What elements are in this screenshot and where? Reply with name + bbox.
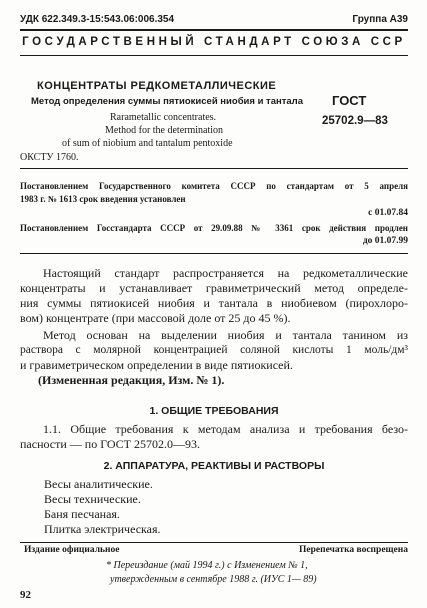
reprint-prohibited: Перепечатка воспрещена — [298, 545, 408, 555]
okstu-code: ОКСТУ 1760. — [20, 152, 79, 163]
gost-label: ГОСТ — [332, 93, 367, 108]
body-text-line: пасности — по ГОСТ 25702.0—93. — [20, 437, 200, 451]
equipment-item: Весы технические. — [44, 492, 141, 506]
gost-number: 25702.9—83 — [322, 115, 388, 127]
body-text-line: концентраты и устанавливает гравиметрический метод определе- — [20, 281, 408, 295]
amendment-note: (Измененная редакция, Изм. № 1). — [38, 373, 225, 387]
reissue-note: утвержденным в сентябре 1988 г. (ИУС 1— 89) — [110, 574, 317, 585]
section-heading: 2. АППАРАТУРА, РЕАКТИВЫ И РАСТВОРЫ — [103, 460, 325, 472]
english-title-line: Rarametallic concentrates. — [110, 112, 217, 123]
separator-rule — [20, 253, 408, 254]
english-title-line: of sum of niobium and tantalum pentoxide — [62, 138, 233, 149]
official-edition: Издание официальное — [24, 545, 120, 555]
body-text-line: и гравиметрическом определении в виде пятиокисей. — [20, 358, 293, 372]
extension-date: до 01.07.99 — [362, 236, 408, 246]
body-text-line: Настоящий стандарт распространяется на редкометаллические — [43, 266, 408, 280]
equipment-item: Весы аналитические. — [44, 477, 153, 491]
header-rule — [20, 29, 408, 31]
separator-rule — [20, 168, 408, 169]
body-text-line: ния суммы пятиокисей ниобия и тантала в ниобиевом (пирохлоро- — [20, 296, 408, 310]
equipment-item: Баня песчаная. — [44, 507, 120, 521]
header-rule-bottom — [20, 55, 408, 56]
page-number: 92 — [20, 589, 31, 601]
footer-rule — [20, 542, 408, 543]
reissue-note: * Переиздание (май 1994 г.) с Изменением № 1, — [106, 560, 308, 571]
document-title: КОНЦЕНТРАТЫ РЕДКОМЕТАЛЛИЧЕСКИЕ — [37, 80, 277, 92]
group-code: Группа А39 — [352, 14, 408, 25]
body-text-line: раствора с молярной концентрацией соляной кислоты 1 моль/дм³ — [20, 344, 408, 356]
decree-line: Постановлением Государственного комитета СССР по стандартам от 5 апреля — [20, 181, 408, 191]
equipment-item: Плитка электрическая. — [44, 522, 161, 536]
decree-line: Постановлением Госстандарта СССР от 29.09.88 № 3361 срок действия продлен — [20, 223, 408, 233]
section-heading: 1. ОБЩИЕ ТРЕБОВАНИЯ — [149, 405, 279, 417]
decree-line: 1983 г. № 1613 срок введения установлен — [20, 194, 186, 204]
standard-title: ГОСУДАРСТВЕННЫЙ СТАНДАРТ СОЮЗА ССР — [22, 36, 406, 48]
document-subtitle: Метод определения суммы пятиокисей ниобия и тантала — [31, 96, 303, 107]
body-text-line: Метод основан на выделении ниобия и тантала танином из — [43, 328, 408, 342]
english-title-line: Method for the determination — [105, 125, 224, 136]
effective-date: с 01.07.84 — [368, 208, 408, 218]
body-text-line: вом) концентрате (при массовой доле от 25 до 45 %). — [20, 311, 291, 325]
udk-code: УДК 622.349.3-15:543.06:006.354 — [20, 14, 175, 25]
body-text-line: 1.1. Общие требования к методам анализа и требования безо- — [43, 422, 408, 436]
